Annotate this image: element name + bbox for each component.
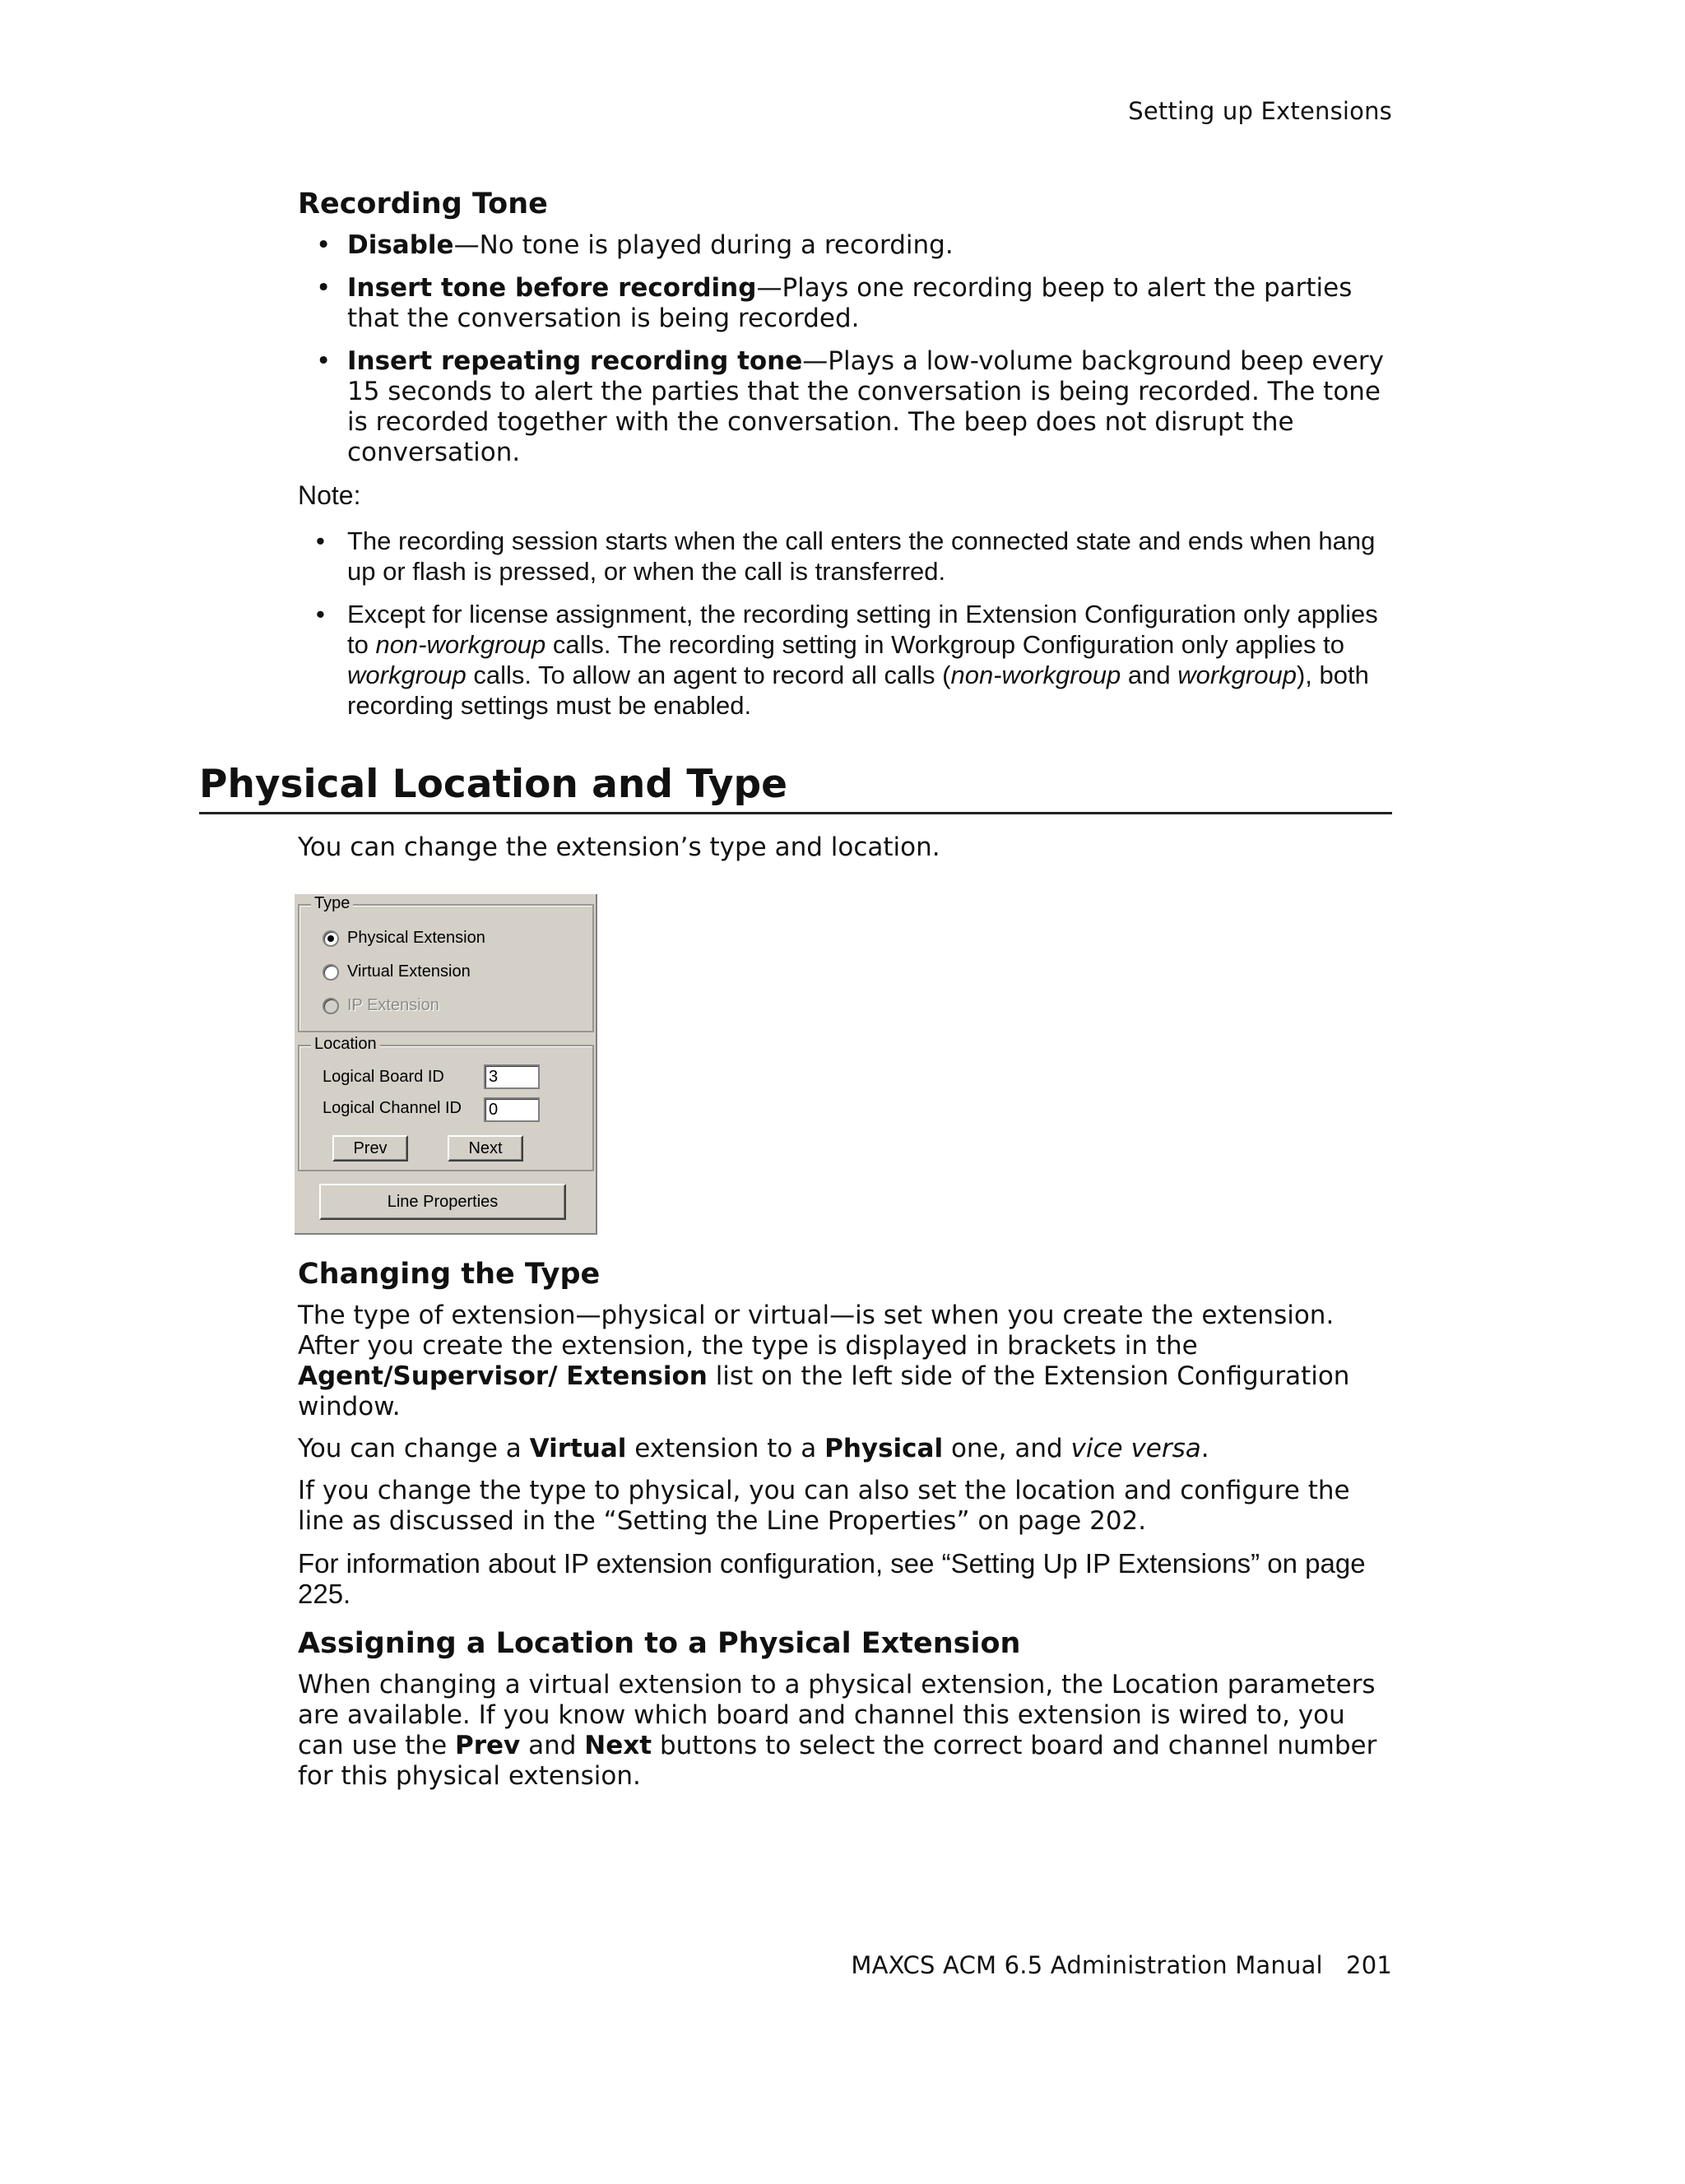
note-text: calls. The recording setting in Workgroup Configuration only applies to bbox=[545, 630, 1344, 659]
extension-type-dialog bbox=[295, 894, 597, 1235]
paragraph-text: one, and bbox=[943, 1434, 1071, 1463]
paragraph-text: list on the left side of the Extension Configuration window. bbox=[298, 1361, 1350, 1421]
option-term: Insert repeating recording tone bbox=[347, 346, 803, 376]
list-item bbox=[298, 273, 1392, 334]
radio-unchecked-icon bbox=[323, 964, 339, 981]
radio-checked-icon bbox=[323, 930, 339, 947]
radio-label: Physical Extension bbox=[347, 929, 485, 947]
option-desc: —Plays a low-volume background beep every 15 seconds to alert the parties that the conversation is being recorded. The tone is recorded together with the conversation. The beep does not disrupt the conversation. bbox=[347, 346, 1384, 467]
option-desc: —No tone is played during a recording. bbox=[453, 230, 954, 260]
list-item bbox=[298, 230, 1392, 261]
changing-type-paragraph bbox=[298, 1301, 1392, 1422]
ui-term: Physical bbox=[824, 1434, 944, 1463]
option-desc: —Plays one recording beep to alert the parties that the conversation is being recorded. bbox=[347, 273, 1353, 333]
paragraph-text: buttons to select the correct board and channel number for this physical extension. bbox=[298, 1731, 1377, 1791]
recording-tone-section bbox=[298, 188, 1392, 733]
note-text: and bbox=[1121, 661, 1178, 689]
location-groupbox bbox=[298, 1035, 594, 1171]
board-id-input[interactable]: 3 bbox=[484, 1064, 540, 1089]
ip-extension-radio bbox=[323, 996, 439, 1015]
recording-tone-heading: Recording Tone bbox=[298, 188, 548, 220]
note-emphasis: non-workgroup bbox=[375, 630, 546, 659]
ui-term: Virtual bbox=[529, 1434, 627, 1463]
paragraph-text: . bbox=[1200, 1434, 1209, 1463]
assigning-location-paragraph bbox=[298, 1670, 1392, 1792]
list-item bbox=[298, 599, 1392, 721]
note-text: Except for license assignment, the recording setting in Extension Configuration only applies to bbox=[347, 600, 1378, 659]
channel-id-label: Logical Channel ID bbox=[323, 1099, 462, 1117]
ip-extension-paragraph: For information about IP extension configuration, see “Setting Up IP Extensions” on page 225. bbox=[298, 1548, 1366, 1609]
board-id-label: Logical Board ID bbox=[323, 1068, 444, 1086]
line-properties-paragraph: If you change the type to physical, you can also set the location and configure the line as discussed in the “Setting the Line Properties” on page 202. bbox=[298, 1476, 1350, 1536]
note-text: ), both recording settings must be enabled. bbox=[347, 661, 1369, 720]
radio-label: IP Extension bbox=[347, 996, 439, 1014]
virtual-extension-radio[interactable] bbox=[323, 962, 471, 981]
line-properties-button[interactable]: Line Properties bbox=[319, 1184, 566, 1220]
option-term: Disable bbox=[347, 230, 454, 260]
assigning-location-heading: Assigning a Location to a Physical Extension bbox=[298, 1627, 1021, 1660]
paragraph-text: When changing a virtual extension to a physical extension, the Location parameters are available. If you know which board and channel this extension is wired to, you can use the bbox=[298, 1670, 1376, 1760]
list-item bbox=[298, 346, 1392, 468]
radio-disabled-icon bbox=[323, 998, 339, 1014]
section-heading-rule bbox=[199, 762, 1392, 814]
ui-term: Prev bbox=[455, 1731, 521, 1760]
note-list bbox=[298, 526, 1392, 721]
paragraph-text: extension to a bbox=[626, 1434, 825, 1463]
changing-type-heading: Changing the Type bbox=[298, 1258, 601, 1291]
emphasis: vice versa bbox=[1070, 1434, 1201, 1463]
note-text: calls. To allow an agent to record all calls ( bbox=[466, 661, 951, 689]
physical-section bbox=[298, 832, 1392, 1803]
type-groupbox bbox=[298, 894, 594, 1032]
virtual-physical-paragraph bbox=[298, 1434, 1392, 1464]
note-emphasis: workgroup bbox=[1177, 661, 1297, 689]
paragraph-text: and bbox=[520, 1731, 585, 1760]
prev-button[interactable]: Prev bbox=[332, 1135, 408, 1162]
paragraph-text: You can change a bbox=[298, 1434, 530, 1463]
ui-term: Next bbox=[584, 1731, 652, 1760]
radio-label: Virtual Extension bbox=[347, 962, 471, 981]
note-emphasis: workgroup bbox=[347, 661, 467, 689]
physical-extension-radio[interactable] bbox=[323, 929, 485, 948]
type-group-title: Type bbox=[311, 894, 353, 913]
option-term: Insert tone before recording bbox=[347, 273, 757, 303]
paragraph-text: The type of extension—physical or virtual—is set when you create the extension. After you create the extension, the type is displayed in brackets in the bbox=[298, 1301, 1335, 1361]
recording-tone-options bbox=[298, 230, 1392, 468]
next-button[interactable]: Next bbox=[448, 1135, 523, 1162]
ui-term: Agent/Supervisor/ Extension bbox=[298, 1361, 708, 1391]
note-emphasis: non-workgroup bbox=[950, 661, 1121, 689]
page-footer: MAXCS ACM 6.5 Administration Manual 201 bbox=[851, 1951, 1392, 1979]
location-group-title: Location bbox=[311, 1035, 380, 1054]
list-item: • The recording session starts when the call enters the connected state and ends when hang up or flash is pressed, or when the call is transferred. bbox=[298, 526, 1392, 587]
physical-intro: You can change the extension’s type and location. bbox=[298, 832, 940, 862]
physical-location-heading: Physical Location and Type bbox=[199, 762, 788, 807]
running-header: Setting up Extensions bbox=[1128, 97, 1392, 125]
channel-id-input[interactable]: 0 bbox=[484, 1097, 540, 1122]
note-label: Note: bbox=[298, 480, 361, 510]
